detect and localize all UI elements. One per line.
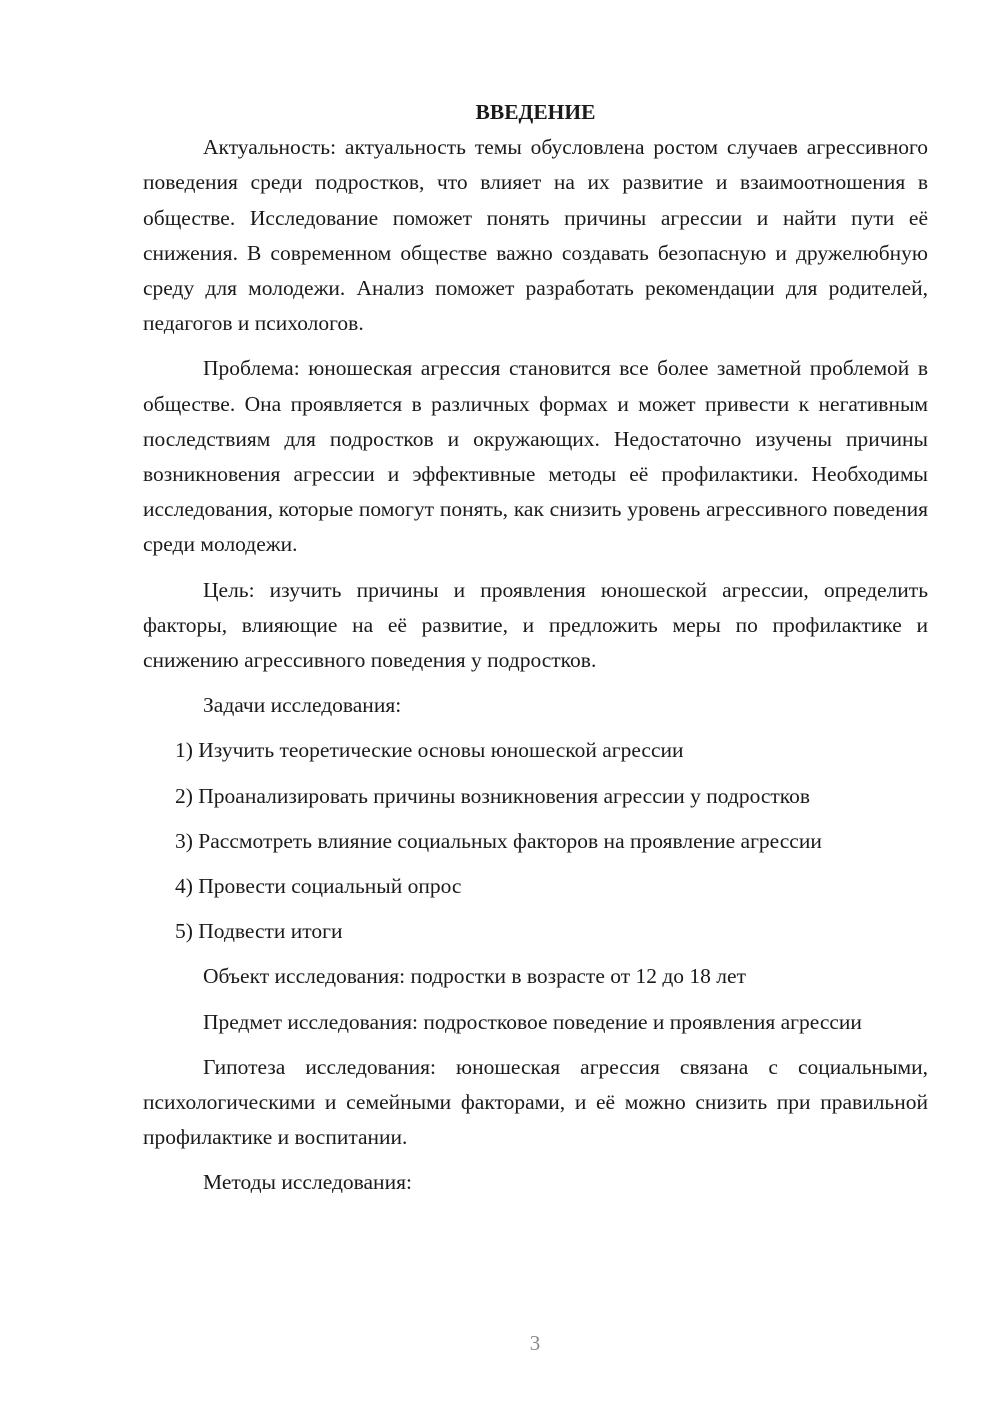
tasks-heading: Задачи исследования: [203, 693, 402, 718]
object-paragraph: Объект исследования: подростки в возрасте от 12 до 18 лет [203, 964, 746, 989]
page-title: ВВЕДЕНИЕ [475, 100, 596, 124]
goal-paragraph: Цель: изучить причины и проявления юношеской агрессии, определить факторы, влияющие на её развитие, и предложить меры по профилактике и снижению агрессивного поведения у подростков. [143, 577, 928, 673]
relevance-paragraph: Актуальность: актуальность темы обусловлена ростом случаев агрессивного поведения среди подростков, что влияет на их развитие и взаимоотношения в обществе. Исследование поможет понять причины агрессии и найти пути её снижения. В современном обществе важно создавать безопасную и дружелюбную среду для молодежи. Анализ поможет разработать рекомендации для родителей, педагогов и психологов. [143, 135, 928, 336]
list-item: 4) Провести социальный опрос [175, 874, 462, 899]
tasks-list [143, 733, 928, 949]
page-number: 3 [529, 1331, 541, 1355]
document-page [143, 95, 928, 1211]
hypothesis-paragraph: Гипотеза исследования: юношеская агрессия связана с социальными, психологическими и семейными факторами, и её можно снизить при правильной профилактике и воспитании. [143, 1054, 928, 1150]
subject-paragraph: Предмет исследования: подростковое поведение и проявления агрессии [203, 1009, 862, 1034]
list-item: 3) Рассмотреть влияние социальных факторов на проявление агрессии [175, 828, 822, 853]
problem-paragraph: Проблема: юношеская агрессия становится все более заметной проблемой в обществе. Она проявляется в различных формах и может привести к негативным последствиям для подростков и окружающих. Недостаточно изучены причины возникновения агрессии и эффективные методы её профилактики. Необходимы исследования, которые помогут понять, как снизить уровень агрессивного поведения среди молодежи. [143, 356, 928, 557]
list-item: 1) Изучить теоретические основы юношеской агрессии [175, 738, 684, 763]
list-item: 5) Подвести итоги [175, 919, 343, 944]
methods-heading: Методы исследования: [203, 1170, 412, 1195]
list-item: 2) Проанализировать причины возникновения агрессии у подростков [175, 783, 811, 808]
